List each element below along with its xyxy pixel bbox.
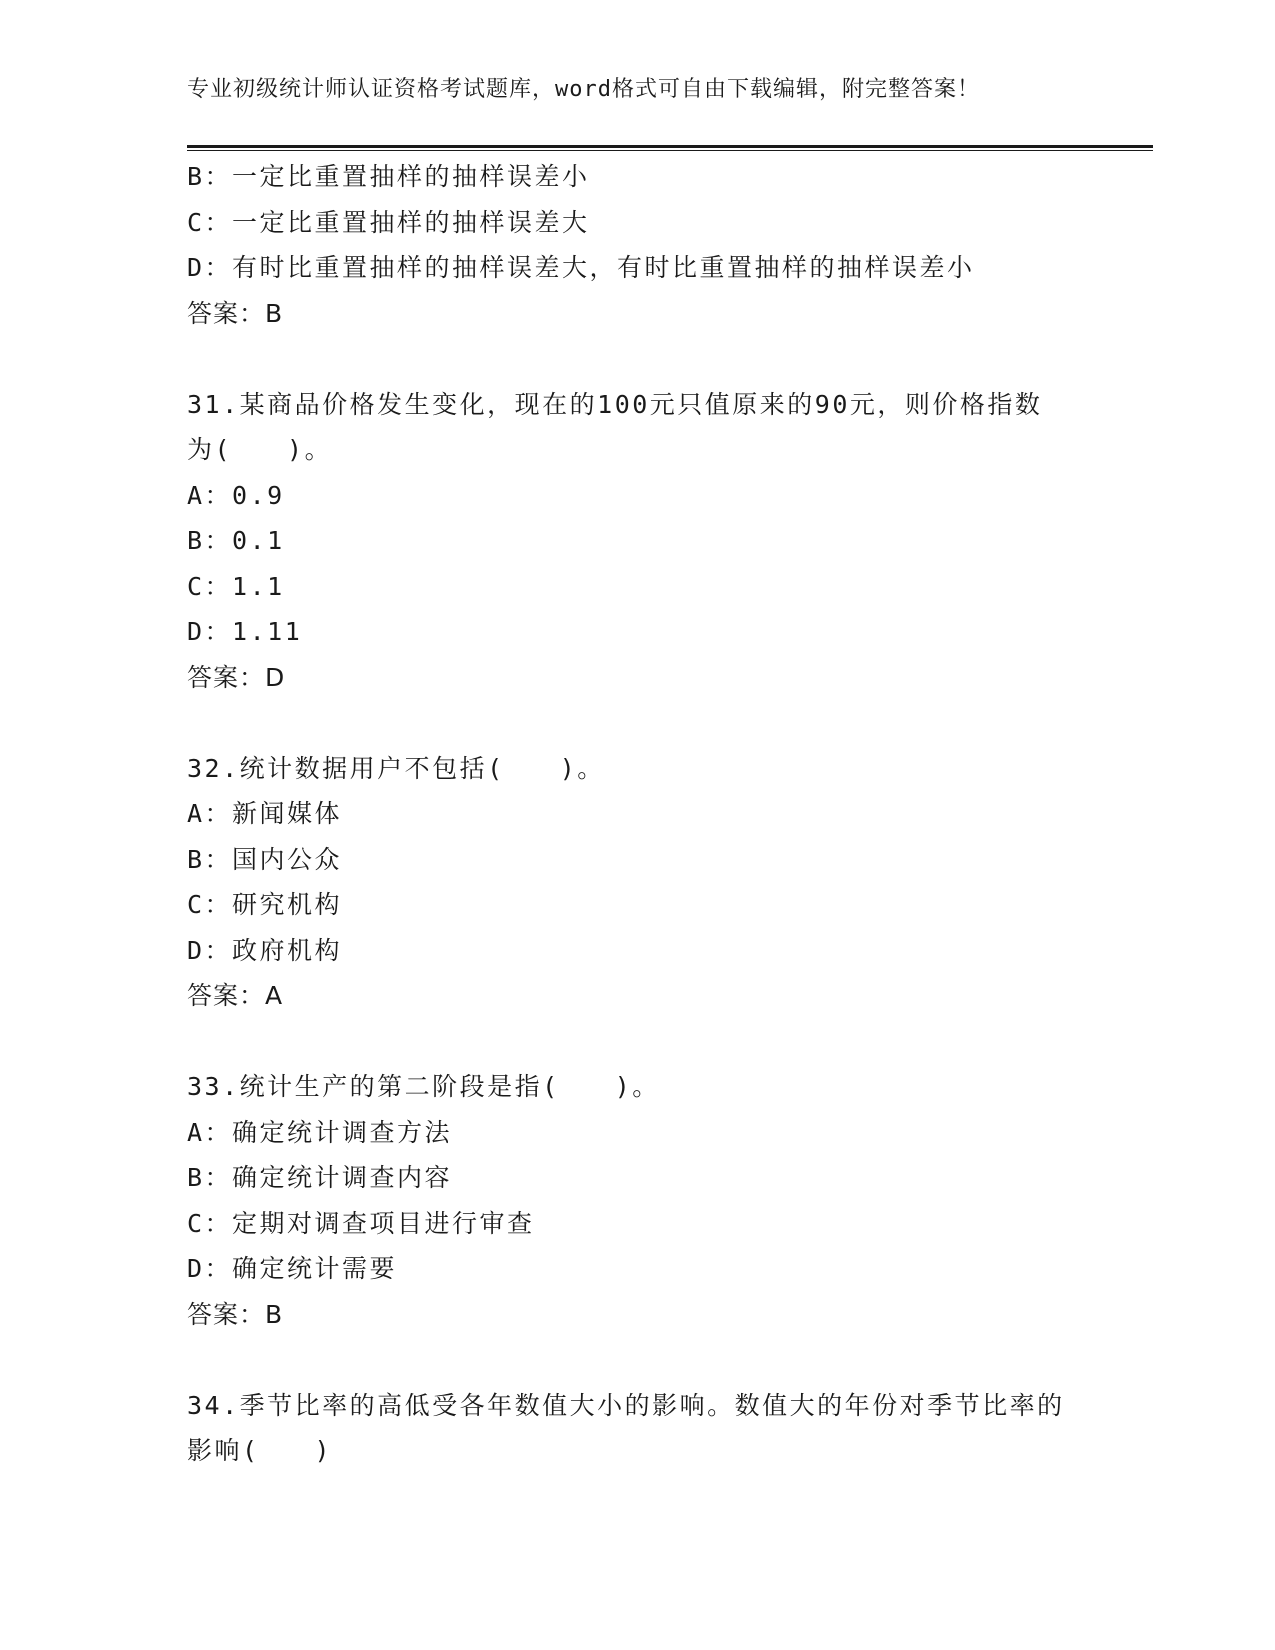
header-rule-thick: [187, 145, 1153, 148]
answer: 答案：A: [187, 981, 284, 1010]
question-34: [187, 1383, 1107, 1474]
question-stem: 31.某商品价格发生变化，现在的100元只值原来的90元，则价格指数为( )。: [187, 389, 1043, 464]
option-a: A：0.9: [187, 480, 285, 510]
spacer: [187, 1337, 1107, 1383]
question-stem: 32.统计数据用户不包括( )。: [187, 753, 605, 783]
question-30: [187, 154, 1107, 336]
option-d: D：有时比重置抽样的抽样误差大，有时比重置抽样的抽样误差小: [187, 253, 975, 282]
question-31: [187, 382, 1107, 701]
option-b: B：一定比重置抽样的抽样误差小: [187, 162, 590, 191]
option-d: D：1.11: [187, 617, 303, 646]
page-header-text: 专业初级统计师认证资格考试题库，word格式可自由下载编辑，附完整答案！: [187, 77, 980, 102]
option-c: C：1.1: [187, 571, 285, 601]
option-c: C：研究机构: [187, 890, 343, 919]
option-a: A：新闻媒体: [187, 799, 343, 828]
question-stem: 34.季节比率的高低受各年数值大小的影响。数值大的年份对季节比率的影响( ): [187, 1390, 1065, 1465]
question-32: [187, 746, 1107, 1019]
option-b: B：确定统计调查内容: [187, 1163, 453, 1192]
answer: 答案：B: [187, 1299, 284, 1329]
question-content: [187, 154, 1107, 1474]
option-c: C：一定比重置抽样的抽样误差大: [187, 207, 590, 237]
answer: 答案：B: [187, 298, 284, 328]
question-33: [187, 1064, 1107, 1337]
spacer: [187, 336, 1107, 382]
option-d: D：确定统计需要: [187, 1254, 398, 1283]
option-b: B：国内公众: [187, 844, 343, 874]
option-a: A：确定统计调查方法: [187, 1117, 453, 1147]
option-c: C：定期对调查项目进行审查: [187, 1208, 535, 1238]
header-rule-thin: [187, 150, 1153, 151]
option-b: B：0.1: [187, 526, 285, 555]
option-d: D：政府机构: [187, 935, 343, 965]
spacer: [187, 700, 1107, 746]
spacer: [187, 1019, 1107, 1065]
answer: 答案：D: [187, 662, 286, 692]
question-stem: 33.统计生产的第二阶段是指( )。: [187, 1072, 660, 1101]
